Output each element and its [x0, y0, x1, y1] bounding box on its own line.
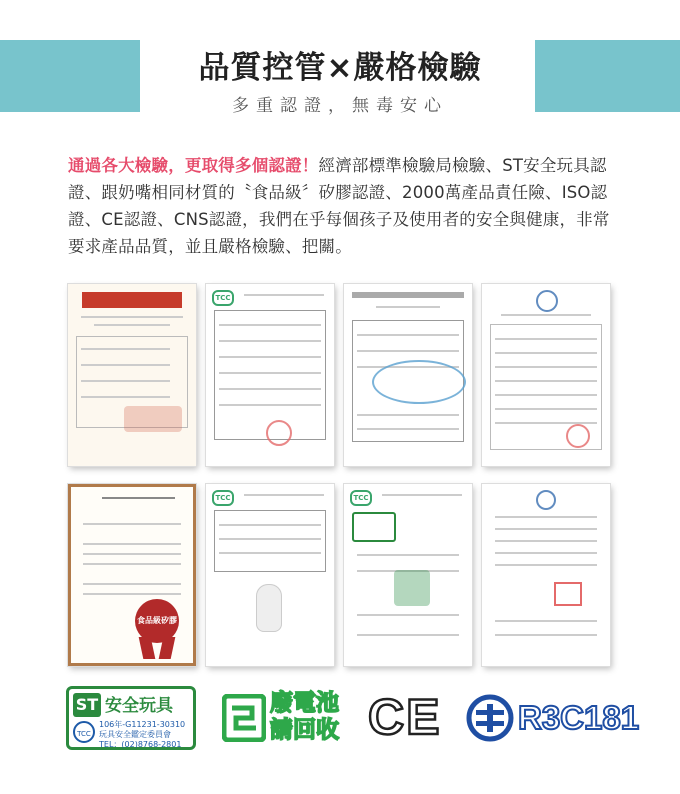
- recycle-icon: [222, 694, 266, 742]
- cert-test-report-5: [482, 484, 610, 666]
- tcc-logo: TCC: [350, 490, 372, 506]
- intro-paragraph: [68, 152, 616, 260]
- cert-tcc-test-report-4: [206, 484, 334, 666]
- page-title: 品質控管×嚴格檢驗: [198, 50, 482, 86]
- cert-tcc-test-report-1: [206, 284, 334, 466]
- battery-line1: 廢電池: [270, 690, 339, 716]
- st-org: 玩具安全鑑定委員會: [99, 730, 171, 739]
- page-subtitle: 多重認證，無毒安心: [232, 96, 448, 116]
- intro-highlight: 通過各大檢驗，更取得多個認證！: [68, 156, 319, 175]
- ce-mark: CE: [368, 689, 442, 745]
- cert-food-grade-silicone: [68, 484, 196, 666]
- st-safe-toy-logo: [66, 686, 196, 750]
- food-grade-seal: 食品級矽膠: [135, 599, 179, 643]
- battery-line2: 請回收: [270, 717, 339, 743]
- cert-st-safety-toy: [344, 484, 472, 666]
- bsmi-logo: [466, 692, 640, 744]
- rabbit-toy-illustration: [256, 584, 282, 632]
- tcc-logo: TCC: [212, 290, 234, 306]
- battery-recycle-logo: [222, 690, 346, 746]
- tcc-circle-icon: TCC: [73, 721, 95, 743]
- ce-mark-logo: [368, 688, 446, 746]
- cert-test-report-3: [482, 284, 610, 466]
- cert-bsmi-registration: [68, 284, 196, 466]
- st-title: 安全玩具: [105, 696, 173, 716]
- cert-test-report-2: [344, 284, 472, 466]
- st-code: 106年-G11231-30310: [99, 720, 186, 729]
- intro-text: 經濟部標準檢驗局檢驗、ST安全玩具認證、跟奶嘴相同材質的〝食品級〞矽膠認證、2000萬產品責任險、ISO認證、CE認證、CNS認證，我們在乎每個孩子及使用者的安全與健康，非常要求產品品質，並且嚴格檢驗、把關。: [68, 156, 610, 256]
- st-mark: ST: [73, 693, 101, 717]
- tcc-logo: TCC: [212, 490, 234, 506]
- bsmi-code: R3C181: [518, 699, 640, 736]
- st-tel: TEL：(02)8768-2801: [99, 740, 182, 749]
- cert-header-band: [82, 292, 182, 308]
- bsmi-mark-icon: [466, 694, 514, 742]
